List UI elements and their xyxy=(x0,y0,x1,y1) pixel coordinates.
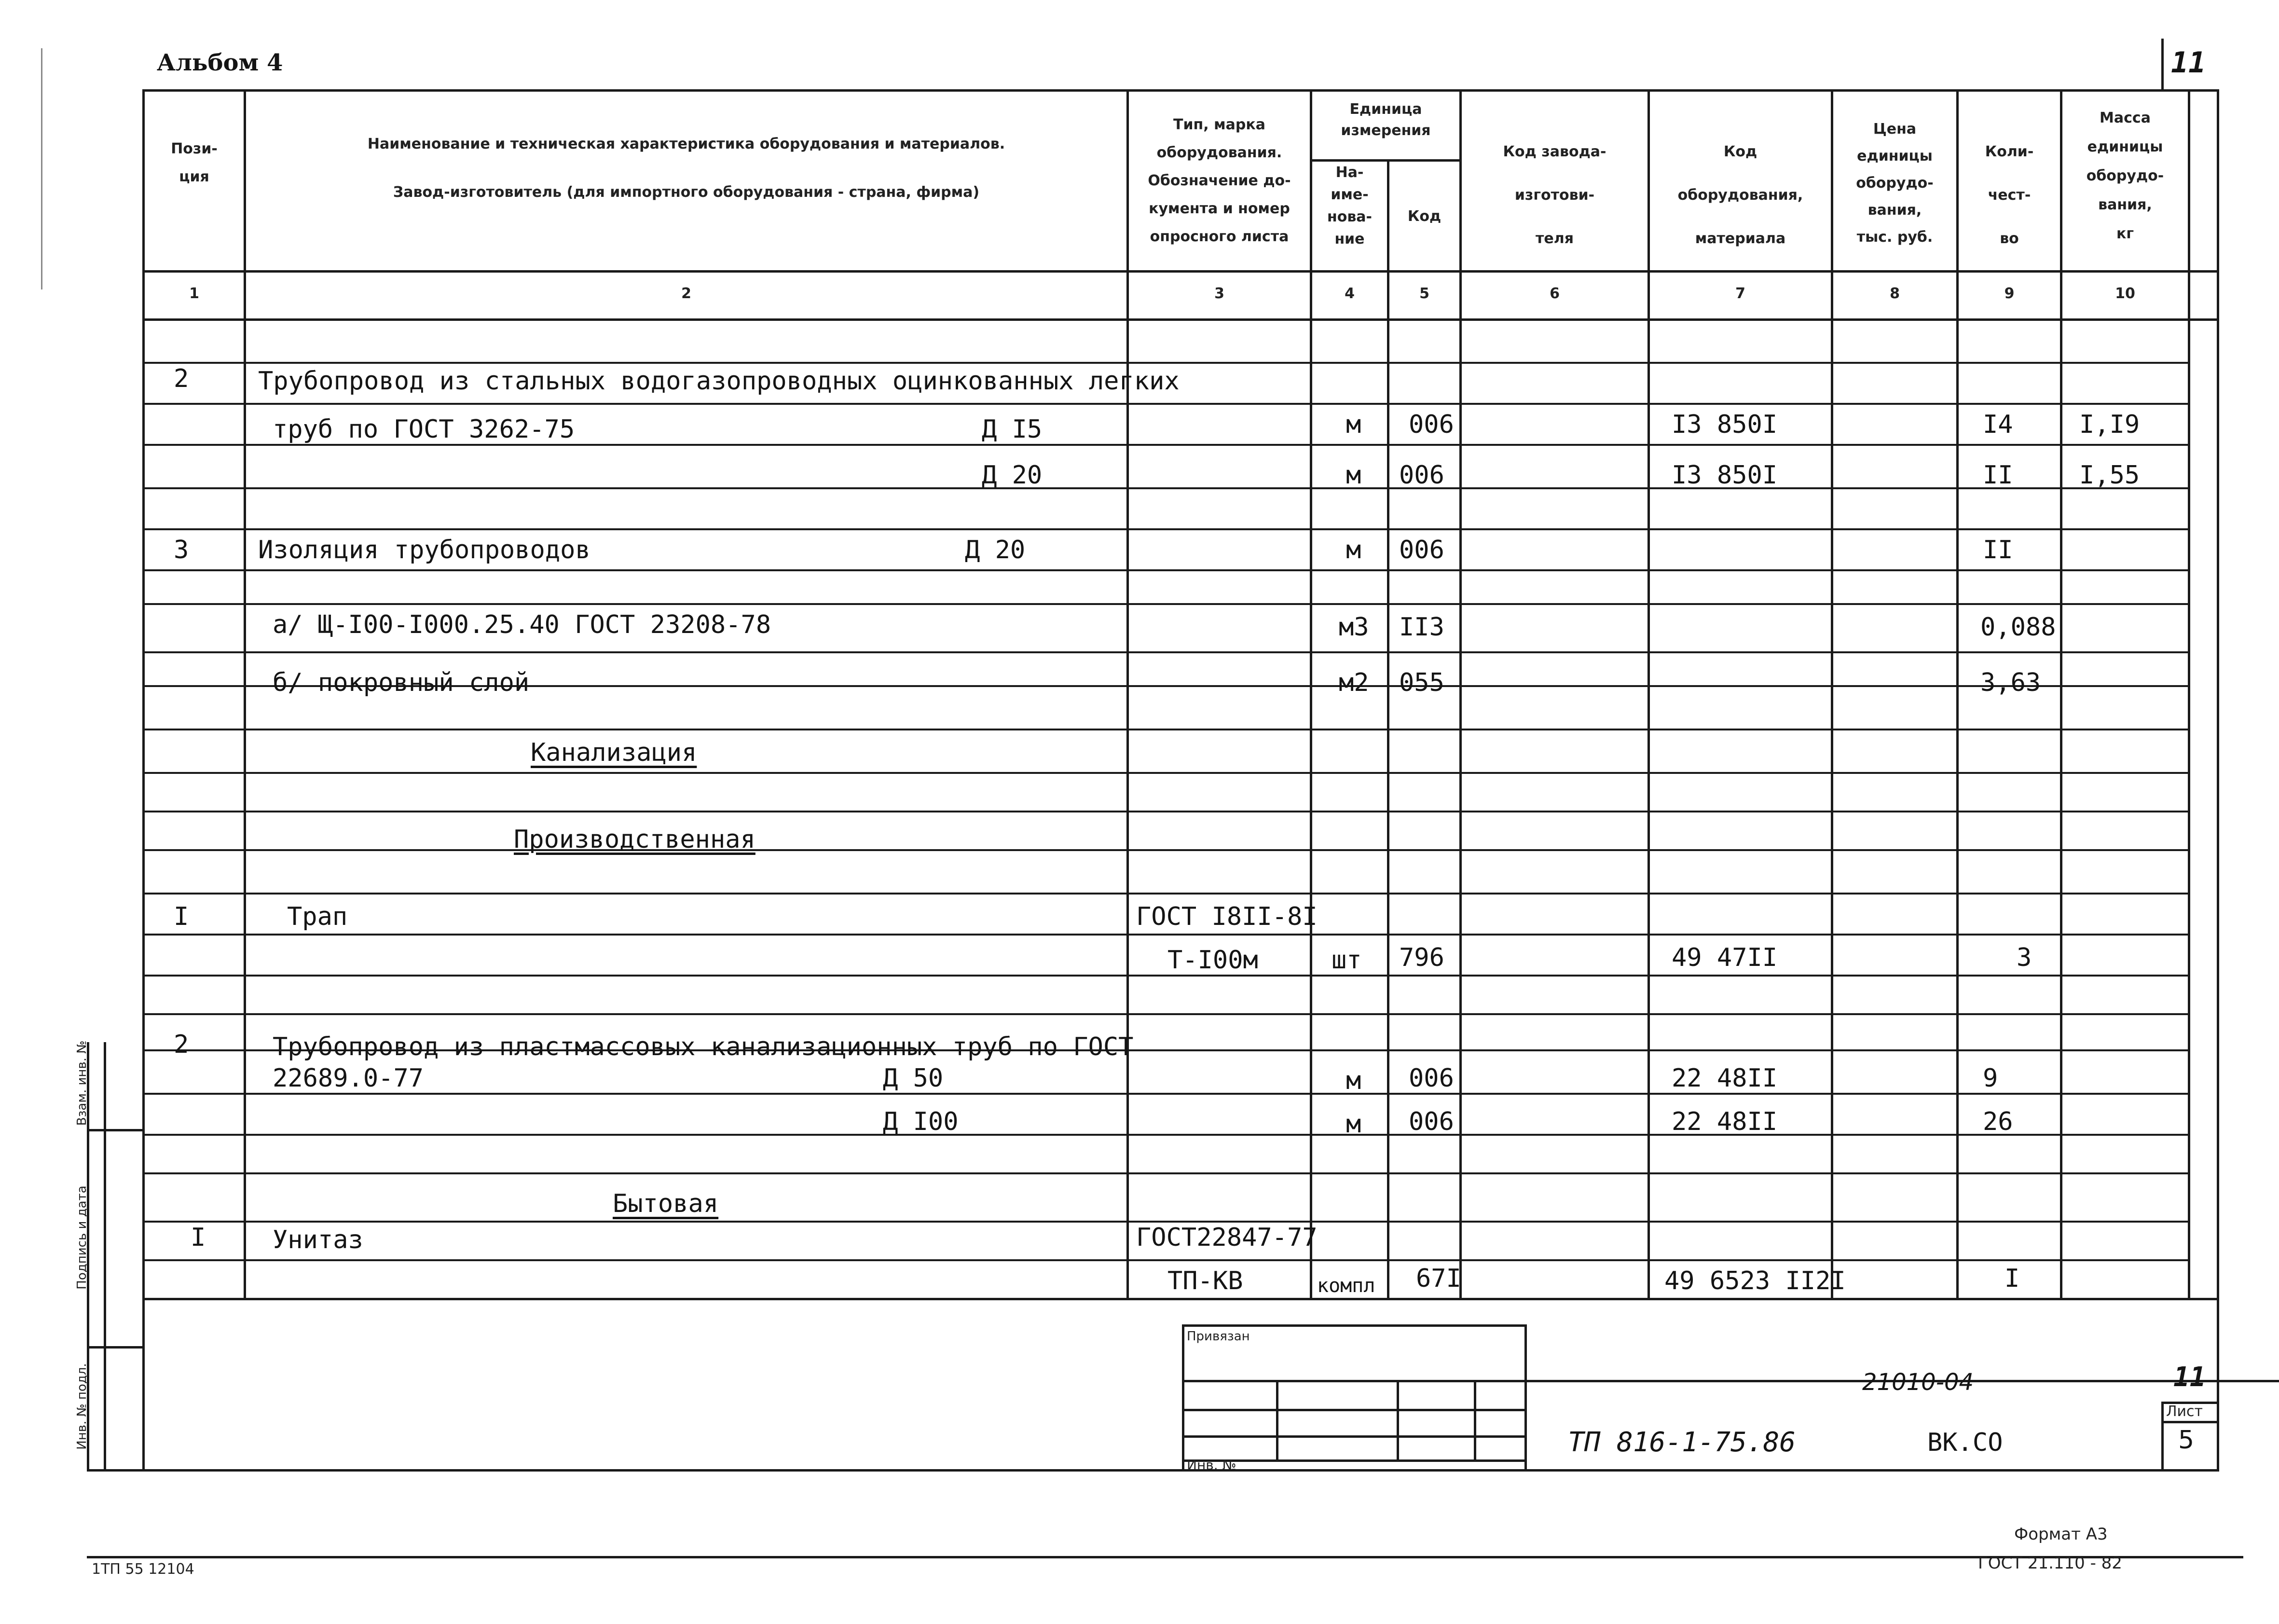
col-line-7 xyxy=(1831,89,1833,1298)
header-unit: Единица измерения xyxy=(1341,101,1431,139)
stamp-col-1 xyxy=(1276,1380,1278,1459)
stamp-col-2 xyxy=(1397,1380,1399,1459)
row-trap2-quantity: 3 xyxy=(2017,943,2032,972)
row-separator-line xyxy=(145,849,2188,851)
side-label-replaced-inv: Взам. инв. № xyxy=(75,1040,89,1126)
row-separator-line xyxy=(145,1259,2188,1261)
row-2-unit-code: 006 xyxy=(1409,410,1454,439)
stamp-line-left xyxy=(1182,1324,1184,1469)
row-plastic2-unit-code: 006 xyxy=(1409,1064,1454,1093)
col-line-2 xyxy=(1126,89,1129,1298)
col-line-10 xyxy=(2188,89,2190,1298)
row-separator-line xyxy=(145,569,2188,571)
row-4-unit-code: 006 xyxy=(1399,536,1444,564)
row-separator-line xyxy=(145,811,2188,812)
row-trap2-unit-code: 796 xyxy=(1399,943,1444,972)
stamp-doc-number: 21010-04 xyxy=(1862,1369,1974,1396)
stamp-line-2 xyxy=(1182,1409,1524,1411)
stamp-line-3 xyxy=(1182,1435,1524,1438)
stamp-sheet-number: 11 xyxy=(2173,1362,2206,1393)
frame-right-line xyxy=(2217,89,2219,1469)
row-3-mass: I,55 xyxy=(2079,461,2140,490)
row-5-unit: м3 xyxy=(1339,613,1369,642)
side-strip-sep-2 xyxy=(87,1346,142,1349)
row-2-name: труб по ГОСТ 3262-75 xyxy=(273,415,575,444)
header-unit-code: Код xyxy=(1407,208,1442,225)
row-plastic3-diameter: Д I00 xyxy=(883,1107,959,1136)
col-number-2: 2 xyxy=(681,285,691,302)
row-6-unit: м2 xyxy=(1339,668,1369,697)
header-price: Цена единицы оборудо- вания, тыс. руб. xyxy=(1856,121,1934,246)
header-unit-name: На- име- нова- ние xyxy=(1327,164,1373,248)
album-label: Альбом 4 xyxy=(157,49,283,76)
row-3-material-code: I3 850I xyxy=(1672,461,1778,490)
row-trap-type: ГОСТ I8II-8I xyxy=(1136,902,1318,931)
col-line-1 xyxy=(244,89,246,1298)
side-strip-line xyxy=(104,1042,106,1469)
col-line-5 xyxy=(1459,89,1462,1298)
row-5-quantity: 0,088 xyxy=(1980,613,2056,642)
row-plastic3-quantity: 26 xyxy=(1983,1107,2013,1136)
frame-bottom-line xyxy=(87,1469,2219,1472)
col-number-6: 6 xyxy=(1550,285,1560,302)
footer-format: Формат А3 xyxy=(2014,1525,2108,1544)
row-1-position: 2 xyxy=(174,364,189,393)
row-6-quantity: 3,63 xyxy=(1980,668,2041,697)
stamp-line-top xyxy=(1182,1324,1524,1327)
footer-gost: ГОСТ 21.110 - 82 xyxy=(1978,1554,2122,1573)
col-line-4 xyxy=(1387,159,1389,1298)
header-mass: Масса единицы оборудо- вания, кг xyxy=(2086,110,2164,242)
row-plastic-position: 2 xyxy=(174,1030,189,1059)
header-name-line2: Завод-изготовитель (для импортного оборудования - страна, фирма) xyxy=(393,184,980,201)
header-quantity: Коли- чест- во xyxy=(1985,143,2034,247)
header-material-code: Код оборудования, материала xyxy=(1677,143,1803,247)
row-toilet-position: I xyxy=(191,1223,206,1252)
col-line-8 xyxy=(1956,89,1959,1298)
row-trap-name: Трап xyxy=(287,902,348,931)
row-separator-line xyxy=(145,403,2188,405)
row-toilet2-type: ТП-КВ xyxy=(1167,1266,1243,1295)
stamp-mark: ВК.СО xyxy=(1927,1428,2003,1457)
row-2-mass: I,I9 xyxy=(2079,410,2140,439)
row-plastic2-diameter: Д 50 xyxy=(883,1064,944,1093)
row-separator-line xyxy=(145,934,2188,936)
row-2-diameter: Д I5 xyxy=(982,415,1043,444)
row-separator-line xyxy=(145,1172,2188,1174)
col-number-5: 5 xyxy=(1419,285,1429,302)
stamp-list-value: 5 xyxy=(2178,1426,2195,1455)
row-plastic3-unit: м xyxy=(1346,1110,1361,1139)
stamp-list-label: Лист xyxy=(2166,1403,2203,1420)
row-separator-line xyxy=(145,975,2188,977)
row-plastic-name: Трубопровод из пластмассовых канализационных труб по ГОСТ xyxy=(273,1032,1134,1061)
row-separator-line xyxy=(145,1134,2188,1136)
row-plastic3-unit-code: 006 xyxy=(1409,1107,1454,1136)
row-3-quantity: II xyxy=(1983,461,2013,490)
row-4-unit: м xyxy=(1346,536,1361,564)
row-toilet2-material-code: 49 6523 II2I xyxy=(1664,1266,1846,1295)
row-6-unit-code: 055 xyxy=(1399,668,1444,697)
row-2-unit: м xyxy=(1346,410,1361,439)
row-separator-line xyxy=(145,1093,2188,1095)
col-number-4: 4 xyxy=(1345,285,1355,302)
row-5-unit-code: II3 xyxy=(1399,613,1444,642)
row-toilet2-unit: компл xyxy=(1317,1275,1375,1297)
numbers-bottom-line xyxy=(145,318,2219,321)
table-bottom-line xyxy=(145,1298,2219,1300)
row-4-name: Изоляция трубопроводов xyxy=(258,536,590,564)
header-position: Пози- ция xyxy=(171,140,218,185)
stamp-privyazan: Привязан xyxy=(1187,1329,1250,1344)
col-number-7: 7 xyxy=(1735,285,1745,302)
stamp-inv: Инв. № xyxy=(1187,1457,1236,1473)
cut-mark-left xyxy=(41,48,42,289)
side-strip-sep-1 xyxy=(87,1129,142,1131)
row-plastic2-name: 22689.0-77 xyxy=(273,1064,424,1093)
row-toilet-type: ГОСТ22847-77 xyxy=(1136,1223,1318,1252)
row-3-unit: м xyxy=(1346,461,1361,490)
header-type: Тип, марка оборудования. Обозначение до- кумента и номер опросного листа xyxy=(1148,116,1291,245)
col-number-10: 10 xyxy=(2115,285,2135,302)
row-trap-position: I xyxy=(174,902,189,931)
row-separator-line xyxy=(145,1013,2188,1015)
header-plant-code: Код завода- изготови- теля xyxy=(1503,143,1606,247)
row-separator-line xyxy=(145,651,2188,653)
row-3-diameter: Д 20 xyxy=(982,461,1043,490)
row-separator-line xyxy=(145,1221,2188,1223)
row-toilet-name: Унитаз xyxy=(273,1225,363,1254)
row-4-diameter: Д 20 xyxy=(965,536,1026,564)
frame-bottom-outer-line xyxy=(87,1556,2243,1558)
row-3-unit-code: 006 xyxy=(1399,461,1444,490)
sheet-top-box-line xyxy=(2161,39,2164,89)
row-plastic2-quantity: 9 xyxy=(1983,1064,1998,1093)
frame-top-line xyxy=(145,89,2219,92)
row-2-material-code: I3 850I xyxy=(1672,410,1778,439)
row-toilet2-unit-code: 67I xyxy=(1416,1264,1461,1293)
side-label-orig-inv: Инв. № подл. xyxy=(75,1363,89,1450)
stamp-tp: ТП 816-1-75.86 xyxy=(1568,1427,1796,1458)
stamp-list-box-mid xyxy=(2161,1421,2219,1423)
col-line-6 xyxy=(1647,89,1650,1298)
stamp-col-3 xyxy=(1474,1380,1476,1459)
row-trap2-type: Т-I00м xyxy=(1167,946,1258,975)
sheet-number-top: 11 xyxy=(2171,46,2206,80)
col-number-8: 8 xyxy=(1890,285,1900,302)
row-4-position: 3 xyxy=(174,536,189,564)
section-industrial: Производственная xyxy=(514,825,755,854)
row-plastic2-material-code: 22 48II xyxy=(1672,1064,1778,1093)
col-line-9 xyxy=(2060,89,2062,1298)
row-plastic3-material-code: 22 48II xyxy=(1672,1107,1778,1136)
col-number-9: 9 xyxy=(2004,285,2015,302)
row-trap2-material-code: 49 47II xyxy=(1672,943,1778,972)
stamp-list-box-left xyxy=(2161,1402,2164,1469)
row-separator-line xyxy=(145,362,2188,364)
section-sewerage: Канализация xyxy=(531,738,697,767)
stamp-line-right xyxy=(1524,1324,1527,1469)
row-separator-line xyxy=(145,893,2188,895)
header-name-line1: Наименование и техническая характеристика оборудования и материалов. xyxy=(367,136,1005,152)
row-separator-line xyxy=(145,528,2188,530)
section-household: Бытовая xyxy=(613,1189,719,1218)
row-separator-line xyxy=(145,444,2188,446)
row-trap2-unit: шт xyxy=(1332,946,1362,975)
col-line-3 xyxy=(1310,89,1312,1298)
row-plastic2-unit: м xyxy=(1346,1066,1361,1095)
row-toilet2-quantity: I xyxy=(2004,1264,2020,1293)
stamp-line-1 xyxy=(1182,1380,2279,1382)
row-separator-line xyxy=(145,487,2188,489)
side-label-signature-date: Подпись и дата xyxy=(75,1185,89,1290)
row-5-name: а/ Щ-I00-I000.25.40 ГОСТ 23208-78 xyxy=(273,610,771,639)
col-number-1: 1 xyxy=(189,285,199,302)
row-separator-line xyxy=(145,729,2188,730)
col-number-3: 3 xyxy=(1214,285,1224,302)
footer-left-code: 1ТП 55 12104 xyxy=(92,1561,194,1578)
row-6-name: б/ покровный слой xyxy=(273,668,530,697)
row-separator-line xyxy=(145,603,2188,605)
row-4-quantity: II xyxy=(1983,536,2013,564)
header-bottom-line xyxy=(145,270,2219,273)
row-separator-line xyxy=(145,772,2188,774)
row-2-quantity: I4 xyxy=(1983,410,2013,439)
row-1-name: Трубопровод из стальных водогазопроводных оцинкованных легких xyxy=(258,367,1180,396)
